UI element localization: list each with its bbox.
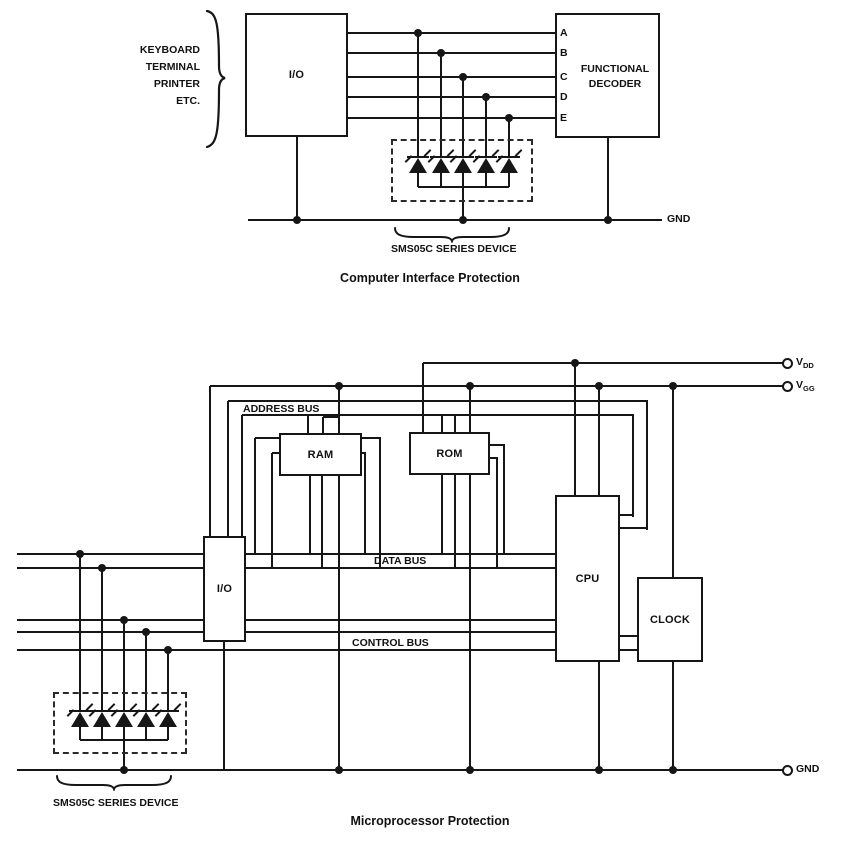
junction-dot [142, 628, 150, 636]
diode-anode-stub [485, 173, 487, 187]
io-decoder-wire-d [348, 96, 555, 98]
cpu-block [555, 495, 620, 662]
diode-triangle-icon [477, 158, 495, 173]
ext-line-4 [17, 631, 204, 633]
diode-anode-stub [145, 727, 147, 740]
pin-label-a: A [560, 27, 568, 39]
pin-label-d: D [560, 91, 568, 103]
cpu-wrap-outer-v [646, 401, 648, 530]
rom-wrap-r2 [496, 458, 498, 568]
ext-diode-drop-1 [79, 554, 81, 711]
abus-ram-tap [307, 415, 309, 434]
decoder-gnd-drop [607, 134, 609, 220]
vgg-rom-drop [469, 386, 471, 433]
gnd-rail-top [248, 219, 662, 221]
ext-line-3 [17, 619, 204, 621]
rom-dbus-drop-2 [454, 470, 456, 568]
diode-anode-stub [123, 727, 125, 740]
io-cpu-line-1 [241, 619, 556, 621]
vdd-rail [423, 362, 783, 364]
vgg-io-drop [209, 386, 211, 537]
diode-triangle-icon [409, 158, 427, 173]
decoder-label-line2: DECODER [588, 78, 642, 90]
clock-block [637, 577, 703, 662]
peripheral-item: ETC. [176, 95, 200, 107]
control-bus-line [17, 649, 556, 651]
vgg-subscript: GG [803, 384, 815, 394]
io-block-fig2 [203, 536, 246, 642]
diode-triangle-icon [454, 158, 472, 173]
address-bus-label: ADDRESS BUS [243, 403, 320, 415]
io-gnd-drop-fig1 [296, 133, 298, 220]
control-bus-label: CONTROL BUS [352, 637, 429, 649]
ram-label: RAM [307, 448, 334, 461]
junction-dot [335, 766, 343, 774]
junction-dot [76, 550, 84, 558]
device-label-fig2: SMS05C SERIES DEVICE [53, 797, 179, 809]
ram-wrap-l2 [271, 453, 273, 568]
pin-label-c: C [560, 71, 568, 83]
junction-dot [595, 382, 603, 390]
diode-anode-stub [167, 727, 169, 740]
fig1-title: Computer Interface Protection [340, 271, 520, 285]
abus-rom-tap-2 [454, 415, 456, 433]
io-decoder-wire-b [348, 52, 555, 54]
vdd-rom-drop [422, 363, 424, 433]
clock-label: CLOCK [649, 613, 691, 626]
junction-dot [595, 766, 603, 774]
junction-dot [120, 616, 128, 624]
rom-block [409, 432, 490, 475]
ram-wrap-r2 [379, 438, 381, 568]
junction-dot [466, 766, 474, 774]
io-label-fig1: I/O [288, 69, 305, 81]
cpu-gnd-drop [598, 657, 600, 770]
diode-anode-stub [508, 173, 510, 187]
data-bus-label: DATA BUS [374, 555, 427, 567]
peripheral-list [105, 42, 200, 110]
functional-decoder-block [555, 13, 660, 138]
gnd-label-fig1: GND [667, 213, 691, 225]
ext-line-1 [17, 553, 204, 555]
junction-dot [604, 216, 612, 224]
junction-dot [98, 564, 106, 572]
io-label-fig2: I/O [216, 583, 233, 595]
io-decoder-wire-c [348, 76, 555, 78]
vgg-rail [210, 385, 783, 387]
ext-diode-drop-2 [101, 568, 103, 711]
ram-wrap-r1 [364, 453, 366, 554]
decoder-label-line1: FUNCTIONAL [580, 63, 650, 75]
junction-dot [482, 93, 490, 101]
underbrace-fig1 [393, 226, 511, 243]
junction-dot [164, 646, 172, 654]
junction-dot [669, 766, 677, 774]
device-label-fig1: SMS05C SERIES DEVICE [391, 243, 517, 255]
junction-dot [120, 766, 128, 774]
data-bus-line [242, 567, 556, 569]
vgg-clock-drop [672, 386, 674, 578]
diode-anode-stub [440, 173, 442, 187]
vdd-terminal [782, 358, 793, 369]
diode-triangle-icon [432, 158, 450, 173]
rom-label: ROM [436, 447, 463, 460]
diode-anode-stub [462, 173, 464, 187]
gnd-label-fig2: GND [796, 763, 820, 775]
rom-dbus-drop-1 [441, 470, 443, 554]
vgg-cpu-drop [598, 386, 600, 496]
vgg-terminal [782, 381, 793, 392]
junction-dot [466, 382, 474, 390]
vdd-subscript: DD [803, 361, 814, 371]
address-bus-outer [228, 400, 648, 402]
io-block-fig1 [245, 13, 348, 137]
junction-dot [571, 359, 579, 367]
gnd-terminal [782, 765, 793, 776]
pin-label-e: E [560, 112, 568, 124]
rom-gnd-drop [469, 470, 471, 770]
peripheral-item: KEYBOARD [139, 44, 200, 56]
fig2-title: Microprocessor Protection [350, 814, 510, 828]
junction-dot [293, 216, 301, 224]
ram-block [279, 433, 362, 476]
vgg-label [796, 379, 815, 393]
ram-wrap-l1 [254, 438, 256, 554]
diode-triangle-icon [500, 158, 518, 173]
diode-triangle-icon [115, 712, 133, 727]
ram-dbus-drop-1 [309, 471, 311, 554]
junction-dot [459, 216, 467, 224]
vgg-base: V [796, 379, 804, 391]
diode-triangle-icon [137, 712, 155, 727]
cpu-wrap-inner-v [632, 415, 634, 517]
io-decoder-wire-e [348, 117, 555, 119]
peripheral-item: PRINTER [153, 78, 200, 90]
ram-vgg-jog-v [322, 417, 324, 434]
diode-triangle-icon [71, 712, 89, 727]
ram-stub-left-1 [255, 437, 280, 439]
io-cpu-line-2 [241, 631, 556, 633]
diode-anode-stub [79, 727, 81, 740]
diode-triangle-icon [159, 712, 177, 727]
rom-wrap-r1 [503, 445, 505, 554]
junction-dot [505, 114, 513, 122]
vdd-cpu-drop [574, 363, 576, 496]
ram-dbus-drop-2 [321, 471, 323, 568]
vdd-base: V [796, 356, 804, 368]
junction-dot [335, 382, 343, 390]
junction-dot [414, 29, 422, 37]
diode-anode-stub [417, 173, 419, 187]
cpu-label: CPU [575, 572, 600, 585]
vgg-ram-drop [338, 386, 340, 434]
junction-dot [459, 73, 467, 81]
abus-rom-tap-1 [441, 415, 443, 433]
ram-gnd-drop [338, 471, 340, 770]
vdd-label [796, 356, 814, 370]
io-gnd-drop-fig2 [223, 637, 225, 770]
clock-gnd-drop [672, 657, 674, 770]
junction-dot [669, 382, 677, 390]
io-decoder-wire-a [348, 32, 555, 34]
diode-triangle-icon [93, 712, 111, 727]
junction-dot [437, 49, 445, 57]
pin-label-b: B [560, 47, 568, 59]
diode-anode-stub [101, 727, 103, 740]
ext-line-2 [17, 567, 204, 569]
right-curly-brace [204, 8, 228, 150]
peripheral-item: TERMINAL [145, 61, 200, 73]
abus-inner-io-drop [241, 415, 243, 537]
underbrace-fig2 [55, 774, 173, 791]
abus-outer-io-drop [227, 401, 229, 537]
